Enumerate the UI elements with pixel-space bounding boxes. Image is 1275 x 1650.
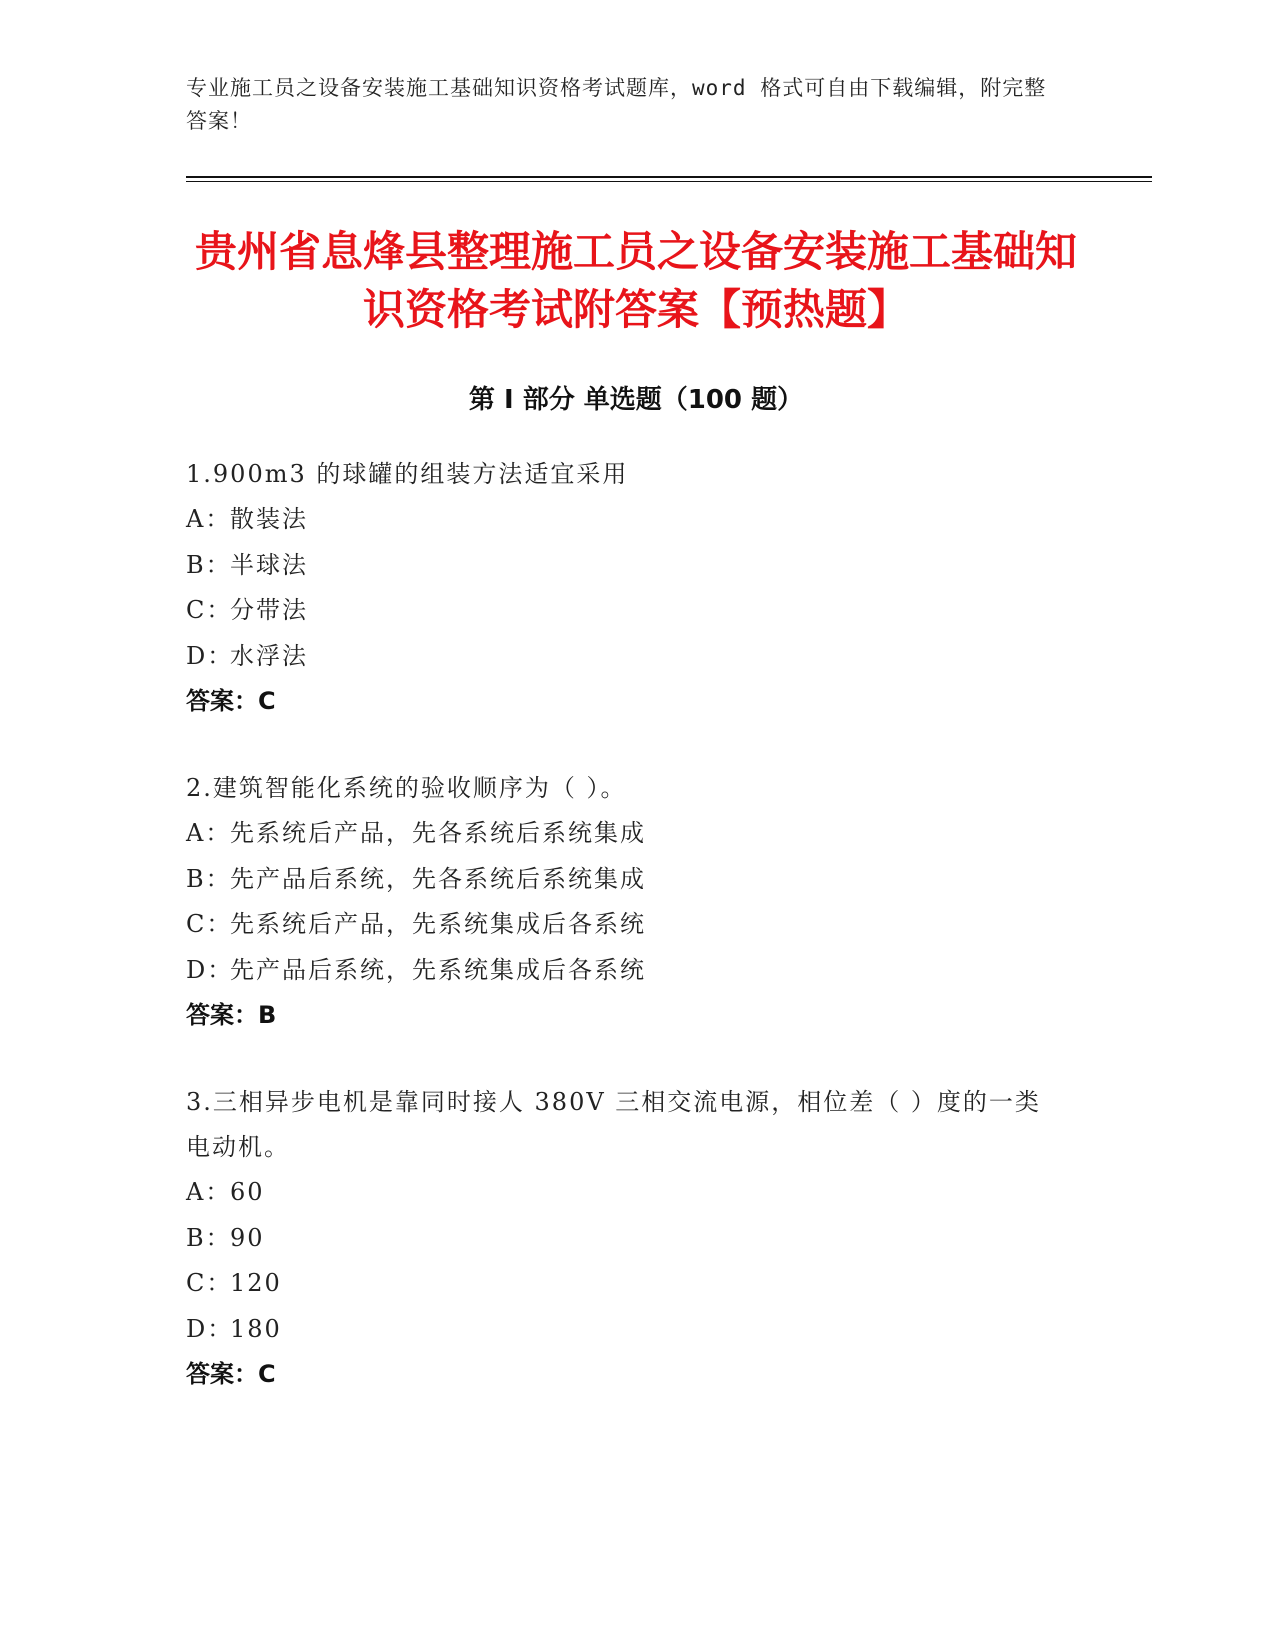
option-key: A：	[186, 819, 232, 847]
header-rule-thin	[186, 181, 1152, 182]
section-heading: 第 I 部分 单选题（100 题）	[468, 385, 804, 415]
option-text: 60	[230, 1178, 265, 1206]
option-key: C：	[186, 596, 233, 624]
option-key: D：	[186, 955, 234, 984]
option-text: 先系统后产品，先各系统后系统集成	[230, 819, 646, 847]
option-key: B：	[186, 1223, 232, 1252]
option-text: 120	[230, 1269, 282, 1297]
option-key: D：	[186, 1314, 234, 1343]
option-key: B：	[186, 864, 232, 893]
option-d	[186, 948, 1066, 994]
question-stem: 1.900m3 的球罐的组装方法适宜采用	[186, 460, 629, 488]
option-key: A：	[186, 1178, 232, 1206]
header-note: 专业施工员之设备安装施工基础知识资格考试题库，word 格式可自由下载编辑，附完整答案！	[186, 76, 1047, 133]
option-c	[186, 588, 1066, 634]
question-1	[186, 452, 1066, 724]
question-stem: 3.三相异步电机是靠同时接人 380V 三相交流电源，相位差（ ）度的一类电动机。	[186, 1088, 1041, 1161]
option-text: 90	[230, 1223, 265, 1252]
option-text: 分带法	[230, 596, 308, 624]
option-c	[186, 902, 1066, 948]
option-key: B：	[186, 550, 232, 579]
option-b	[186, 543, 1066, 589]
document-title: 贵州省息烽县整理施工员之设备安装施工基础知识资格考试附答案【预热题】	[194, 227, 1077, 334]
option-text: 先产品后系统，先各系统后系统集成	[230, 864, 646, 893]
option-text: 水浮法	[230, 641, 308, 670]
option-text: 先产品后系统，先系统集成后各系统	[230, 955, 646, 984]
question-3	[186, 1080, 1066, 1397]
answer: 答案：C	[186, 687, 276, 715]
option-key: A：	[186, 505, 232, 533]
option-key: C：	[186, 910, 233, 938]
option-b	[186, 857, 1066, 903]
answer: 答案：B	[186, 1001, 277, 1029]
option-a	[186, 811, 1066, 857]
option-key: C：	[186, 1269, 233, 1297]
option-a	[186, 497, 1066, 543]
answer: 答案：C	[186, 1360, 276, 1388]
option-text: 散装法	[230, 505, 308, 533]
option-key: D：	[186, 641, 234, 670]
question-2	[186, 766, 1066, 1038]
option-text: 先系统后产品，先系统集成后各系统	[230, 910, 646, 938]
header-rule-thick	[186, 176, 1152, 178]
option-text: 半球法	[230, 550, 308, 579]
question-stem: 2.建筑智能化系统的验收顺序为（ ）。	[186, 774, 627, 802]
option-d	[186, 634, 1066, 680]
option-a	[186, 1170, 1066, 1216]
option-c	[186, 1261, 1066, 1307]
option-b	[186, 1216, 1066, 1262]
option-text: 180	[230, 1314, 282, 1343]
option-d	[186, 1307, 1066, 1353]
